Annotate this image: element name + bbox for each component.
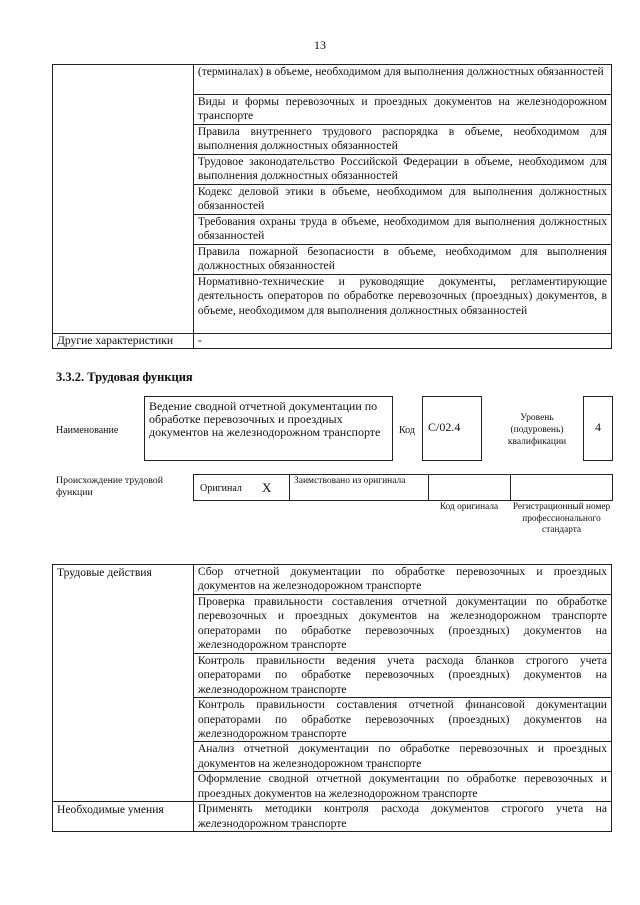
name-label: Наименование <box>56 425 119 436</box>
requirement-row: (терминалах) в объеме, необходимом для выполнения должностных обязанностей <box>193 65 611 95</box>
skill-row: Применять методики контроля расхода документов строгого учета на железнодорожном транспорте <box>193 802 611 832</box>
action-row: Сбор отчетной документации по обработке перевозочных и проездных документов на железнодорожном транспорте <box>193 565 611 595</box>
requirement-row: Требования охраны труда в объеме, необходимом для выполнения должностных обязанностей <box>193 215 611 245</box>
action-row: Контроль правильности ведения учета расхода бланков строгого учета операторами по обработке перевозочных (проездных) документов на железнодорожном транспорте <box>193 654 611 698</box>
function-name: Ведение сводной отчетной документации по обработке перевозочных и проездных документов на железнодорожном транспорте <box>144 396 393 461</box>
function-code: C/02.4 <box>422 396 482 461</box>
requirement-row: Трудовое законодательство Российской Федерации в объеме, необходимом для выполнения должностных обязанностей <box>193 155 611 185</box>
requirement-row: Правила внутреннего трудового распорядка в объеме, необходимом для выполнения должностных обязанностей <box>193 125 611 155</box>
borrowed-label: Заимствовано из оригинала <box>294 476 406 486</box>
action-row: Контроль правильности составления отчетной финансовой документации операторами по обработке перевозочных (проездных) документов на железнодорожном транспорте <box>193 698 611 742</box>
action-row: Анализ отчетной документации по обработке перевозочных и проездных документов на железнодорожном транспорте <box>193 742 611 772</box>
other-characteristics-label: Другие характеристики <box>53 334 194 349</box>
action-row: Проверка правильности составления отчетной документации по обработке перевозочных и проездных документов на железнодорожном транспорте операторами по обработке перевозочных (проездных) документов на железнодорожном транспорте <box>193 595 611 654</box>
qualification-level: 4 <box>583 396 613 461</box>
empty-label-cell <box>53 65 194 334</box>
original-mark: X <box>262 480 272 495</box>
code-label: Код <box>399 425 415 436</box>
registration-caption: Регистрационный номер профессионального стандарта <box>512 502 611 535</box>
actions-table <box>52 564 612 832</box>
requirement-row: Правила пожарной безопасности в объеме, необходимом для выполнения должностных обязанностей <box>193 245 611 275</box>
page-number: 13 <box>314 38 326 52</box>
code-origin-caption: Код оригинала <box>439 502 499 512</box>
other-characteristics-value: - <box>193 334 611 349</box>
skills-label: Необходимые умения <box>53 802 194 832</box>
original-label: Оригинал <box>200 483 242 494</box>
requirement-row: Виды и формы перевозочных и проездных документов на железнодорожном транспорте <box>193 95 611 125</box>
action-row: Оформление сводной отчетной документации по обработке перевозочных и проездных документов на железнодорожном транспорте <box>193 772 611 802</box>
requirement-row: Нормативно-технические и руководящие документы, регламентирующие деятельность операторов по обработке перевозочных (проездных) документов, в объеме, необходимом для выполнения должностных обязанностей <box>193 275 611 334</box>
origin-label: Происхождение трудовой функции <box>56 475 163 498</box>
section-title: 3.3.2. Трудовая функция <box>56 370 193 384</box>
actions-label: Трудовые действия <box>53 565 194 802</box>
level-label: Уровень (подуровень) квалификации <box>507 413 567 447</box>
knowledge-table <box>52 64 612 349</box>
requirement-row: Кодекс деловой этики в объеме, необходимом для выполнения должностных обязанностей <box>193 185 611 215</box>
